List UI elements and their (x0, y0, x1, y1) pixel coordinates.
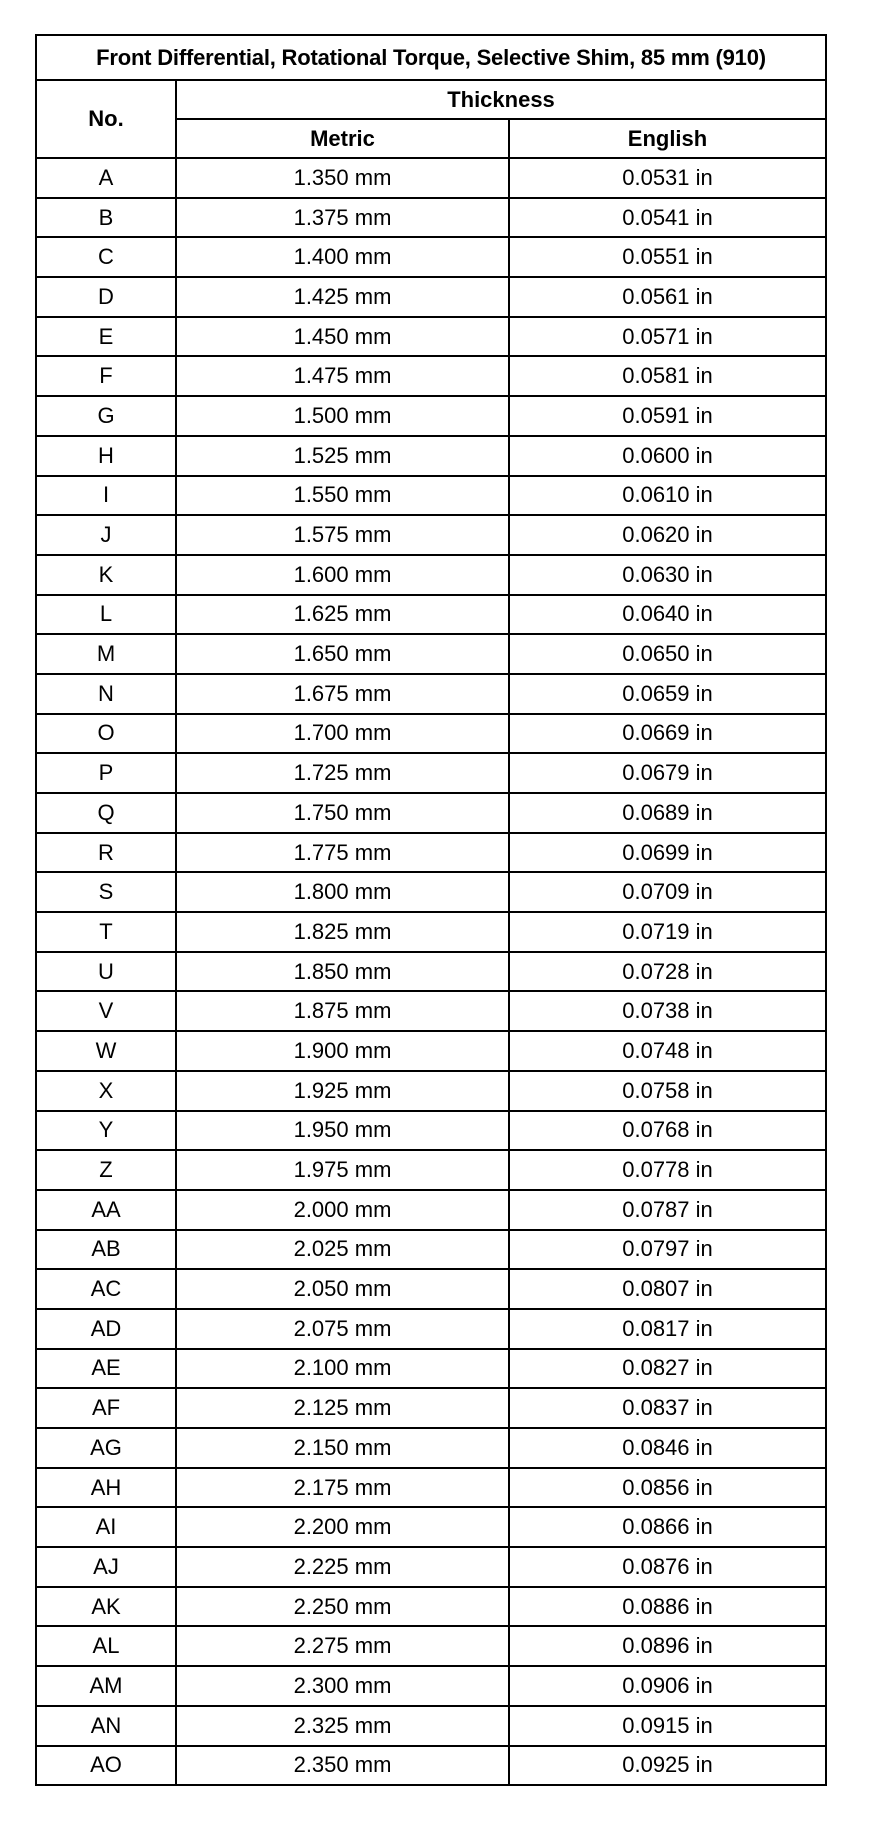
cell-no: D (36, 277, 176, 317)
cell-english: 0.0787 in (509, 1190, 826, 1230)
table-row (36, 317, 826, 357)
cell-no: Q (36, 793, 176, 833)
cell-metric: 1.875 mm (176, 991, 509, 1031)
cell-metric: 1.525 mm (176, 436, 509, 476)
cell-no: Z (36, 1150, 176, 1190)
cell-english: 0.0719 in (509, 912, 826, 952)
cell-no: AM (36, 1666, 176, 1706)
cell-english: 0.0856 in (509, 1468, 826, 1508)
cell-metric: 1.475 mm (176, 356, 509, 396)
table-row (36, 1706, 826, 1746)
table-row (36, 198, 826, 238)
cell-no: AA (36, 1190, 176, 1230)
table-header (36, 35, 826, 158)
cell-no: E (36, 317, 176, 357)
cell-metric: 1.950 mm (176, 1111, 509, 1151)
table-row (36, 1587, 826, 1627)
cell-no: AC (36, 1269, 176, 1309)
cell-metric: 1.850 mm (176, 952, 509, 992)
cell-no: AF (36, 1388, 176, 1428)
cell-no: AJ (36, 1547, 176, 1587)
cell-english: 0.0709 in (509, 872, 826, 912)
table-row (36, 1428, 826, 1468)
cell-metric: 2.275 mm (176, 1626, 509, 1666)
cell-metric: 2.025 mm (176, 1230, 509, 1270)
header-row-group (36, 80, 826, 119)
cell-english: 0.0915 in (509, 1706, 826, 1746)
cell-metric: 2.075 mm (176, 1309, 509, 1349)
table-row (36, 1150, 826, 1190)
table-row (36, 595, 826, 635)
cell-metric: 1.350 mm (176, 158, 509, 198)
cell-english: 0.0610 in (509, 476, 826, 516)
cell-no: A (36, 158, 176, 198)
cell-metric: 1.975 mm (176, 1150, 509, 1190)
table-row (36, 515, 826, 555)
table-row (36, 793, 826, 833)
table-title-row (36, 35, 826, 80)
cell-no: N (36, 674, 176, 714)
cell-english: 0.0866 in (509, 1507, 826, 1547)
cell-metric: 2.300 mm (176, 1666, 509, 1706)
cell-metric: 1.800 mm (176, 872, 509, 912)
cell-english: 0.0541 in (509, 198, 826, 238)
cell-no: X (36, 1071, 176, 1111)
cell-metric: 2.150 mm (176, 1428, 509, 1468)
cell-metric: 1.400 mm (176, 237, 509, 277)
table-row (36, 1746, 826, 1786)
cell-metric: 1.750 mm (176, 793, 509, 833)
cell-no: L (36, 595, 176, 635)
table-row (36, 912, 826, 952)
table-row (36, 436, 826, 476)
cell-metric: 1.500 mm (176, 396, 509, 436)
cell-no: AN (36, 1706, 176, 1746)
cell-metric: 1.775 mm (176, 833, 509, 873)
cell-metric: 2.325 mm (176, 1706, 509, 1746)
cell-no: AH (36, 1468, 176, 1508)
cell-metric: 2.100 mm (176, 1349, 509, 1389)
cell-english: 0.0571 in (509, 317, 826, 357)
cell-no: C (36, 237, 176, 277)
cell-metric: 2.200 mm (176, 1507, 509, 1547)
cell-no: AG (36, 1428, 176, 1468)
cell-english: 0.0669 in (509, 714, 826, 754)
cell-english: 0.0886 in (509, 1587, 826, 1627)
cell-english: 0.0679 in (509, 753, 826, 793)
cell-no: Y (36, 1111, 176, 1151)
table-row (36, 872, 826, 912)
cell-metric: 1.450 mm (176, 317, 509, 357)
table-row (36, 1626, 826, 1666)
cell-metric: 1.650 mm (176, 634, 509, 674)
cell-english: 0.0738 in (509, 991, 826, 1031)
cell-no: R (36, 833, 176, 873)
cell-metric: 1.375 mm (176, 198, 509, 238)
cell-english: 0.0551 in (509, 237, 826, 277)
table-row (36, 1349, 826, 1389)
cell-metric: 2.175 mm (176, 1468, 509, 1508)
table-row (36, 158, 826, 198)
cell-no: I (36, 476, 176, 516)
cell-english: 0.0689 in (509, 793, 826, 833)
table-row (36, 1388, 826, 1428)
cell-english: 0.0778 in (509, 1150, 826, 1190)
cell-english: 0.0876 in (509, 1547, 826, 1587)
cell-metric: 1.625 mm (176, 595, 509, 635)
cell-metric: 1.825 mm (176, 912, 509, 952)
cell-english: 0.0659 in (509, 674, 826, 714)
selective-shim-table (35, 34, 827, 1786)
table-row (36, 1507, 826, 1547)
cell-english: 0.0531 in (509, 158, 826, 198)
table-row (36, 1547, 826, 1587)
cell-no: O (36, 714, 176, 754)
column-header-metric: Metric (176, 119, 509, 158)
cell-no: P (36, 753, 176, 793)
cell-no: AE (36, 1349, 176, 1389)
table-row (36, 1230, 826, 1270)
cell-metric: 1.925 mm (176, 1071, 509, 1111)
table-row (36, 714, 826, 754)
cell-metric: 1.575 mm (176, 515, 509, 555)
column-header-no: No. (36, 80, 176, 158)
cell-metric: 2.000 mm (176, 1190, 509, 1230)
cell-english: 0.0797 in (509, 1230, 826, 1270)
cell-english: 0.0591 in (509, 396, 826, 436)
cell-metric: 2.125 mm (176, 1388, 509, 1428)
cell-metric: 2.225 mm (176, 1547, 509, 1587)
cell-metric: 1.725 mm (176, 753, 509, 793)
cell-metric: 2.050 mm (176, 1269, 509, 1309)
cell-no: S (36, 872, 176, 912)
cell-english: 0.0758 in (509, 1071, 826, 1111)
cell-no: K (36, 555, 176, 595)
cell-english: 0.0600 in (509, 436, 826, 476)
table-row (36, 356, 826, 396)
cell-no: B (36, 198, 176, 238)
cell-english: 0.0906 in (509, 1666, 826, 1706)
cell-no: AD (36, 1309, 176, 1349)
cell-metric: 1.550 mm (176, 476, 509, 516)
cell-english: 0.0827 in (509, 1349, 826, 1389)
cell-english: 0.0846 in (509, 1428, 826, 1468)
table-row (36, 753, 826, 793)
table-row (36, 277, 826, 317)
cell-no: G (36, 396, 176, 436)
cell-no: AI (36, 1507, 176, 1547)
cell-english: 0.0630 in (509, 555, 826, 595)
cell-english: 0.0561 in (509, 277, 826, 317)
cell-no: AO (36, 1746, 176, 1786)
table-row (36, 1031, 826, 1071)
column-header-thickness: Thickness (176, 80, 826, 119)
table-row (36, 1309, 826, 1349)
table-row (36, 1111, 826, 1151)
cell-metric: 1.700 mm (176, 714, 509, 754)
table-title: Front Differential, Rotational Torque, Selective Shim, 85 mm (910) (36, 35, 826, 80)
table-row (36, 952, 826, 992)
cell-english: 0.0640 in (509, 595, 826, 635)
cell-no: AB (36, 1230, 176, 1270)
cell-english: 0.0620 in (509, 515, 826, 555)
cell-english: 0.0807 in (509, 1269, 826, 1309)
table-body (36, 158, 826, 1785)
column-header-english: English (509, 119, 826, 158)
cell-no: U (36, 952, 176, 992)
cell-no: M (36, 634, 176, 674)
cell-no: H (36, 436, 176, 476)
cell-metric: 1.900 mm (176, 1031, 509, 1071)
cell-metric: 2.250 mm (176, 1587, 509, 1627)
cell-metric: 1.675 mm (176, 674, 509, 714)
cell-no: J (36, 515, 176, 555)
cell-metric: 1.600 mm (176, 555, 509, 595)
cell-metric: 2.350 mm (176, 1746, 509, 1786)
table-row (36, 1269, 826, 1309)
cell-no: V (36, 991, 176, 1031)
cell-no: AL (36, 1626, 176, 1666)
cell-english: 0.0768 in (509, 1111, 826, 1151)
table-row (36, 674, 826, 714)
table-row (36, 634, 826, 674)
cell-english: 0.0699 in (509, 833, 826, 873)
table-row (36, 1190, 826, 1230)
table-row (36, 555, 826, 595)
cell-english: 0.0728 in (509, 952, 826, 992)
cell-english: 0.0817 in (509, 1309, 826, 1349)
table-row (36, 396, 826, 436)
cell-english: 0.0581 in (509, 356, 826, 396)
table-row (36, 1468, 826, 1508)
cell-english: 0.0896 in (509, 1626, 826, 1666)
cell-no: F (36, 356, 176, 396)
cell-english: 0.0925 in (509, 1746, 826, 1786)
cell-no: W (36, 1031, 176, 1071)
cell-no: T (36, 912, 176, 952)
cell-english: 0.0650 in (509, 634, 826, 674)
cell-metric: 1.425 mm (176, 277, 509, 317)
table-row (36, 1666, 826, 1706)
table-row (36, 476, 826, 516)
table-row (36, 991, 826, 1031)
cell-no: AK (36, 1587, 176, 1627)
table-row (36, 1071, 826, 1111)
cell-english: 0.0837 in (509, 1388, 826, 1428)
table-row (36, 833, 826, 873)
cell-english: 0.0748 in (509, 1031, 826, 1071)
table-row (36, 237, 826, 277)
